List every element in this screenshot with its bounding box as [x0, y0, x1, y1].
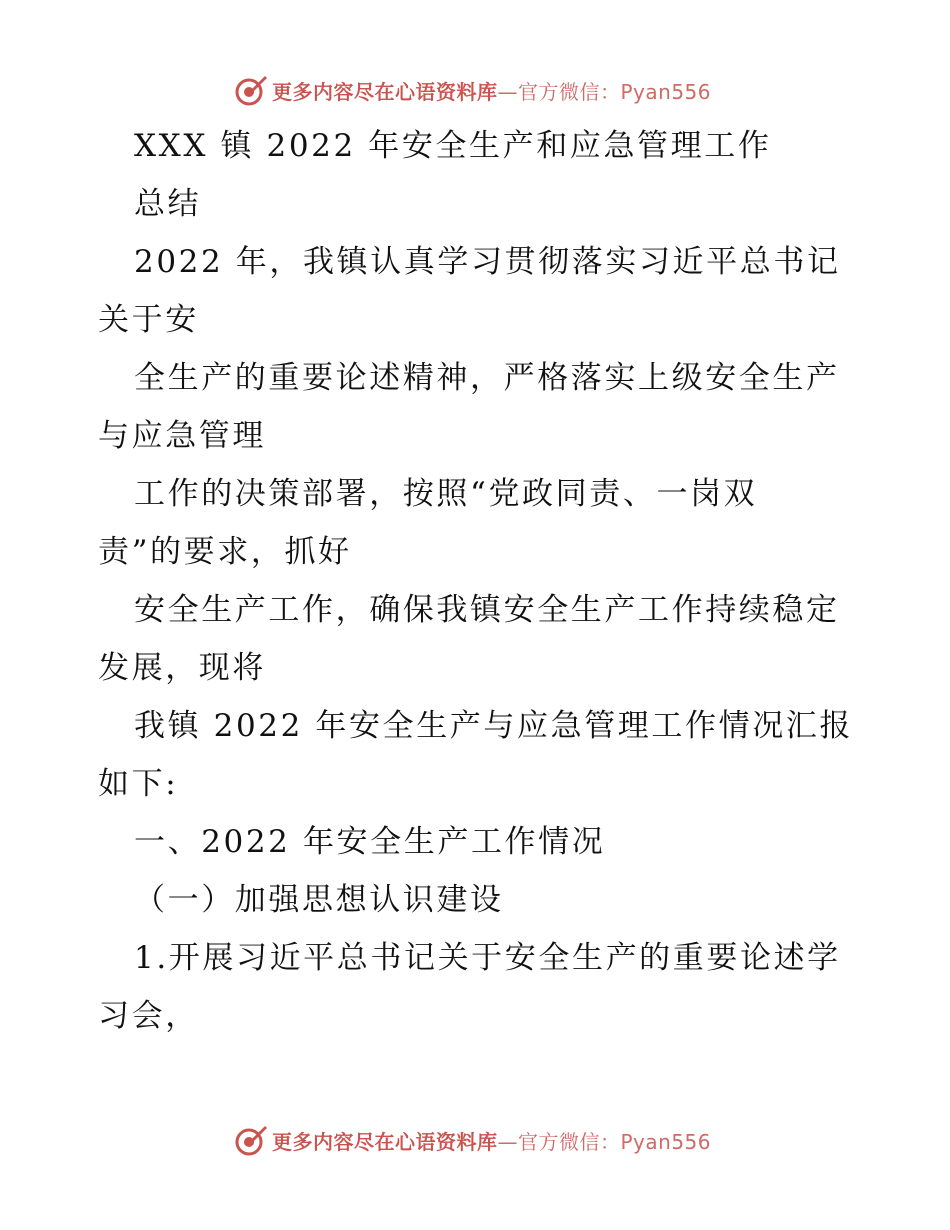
watermark-text — [272, 1126, 711, 1155]
paragraph-line: 与应急管理 — [98, 418, 266, 454]
doc-title-line-1: XXX 镇 2022 年安全生产和应急管理工作 — [134, 128, 772, 164]
paragraph-line: 全生产的重要论述精神，严格落实上级安全生产 — [134, 360, 840, 396]
watermark-sub: —官方微信：Pyan556 — [497, 1129, 712, 1154]
paragraph-line: 工作的决策部署，按照“党政同责、一岗双 — [134, 476, 758, 512]
paragraph-line: 1.开展习近平总书记关于安全生产的重要论述学 — [134, 940, 841, 976]
paragraph-line: 安全生产工作，确保我镇安全生产工作持续稳定 — [134, 592, 840, 628]
watermark-main: 更多内容尽在心语资料库 — [272, 79, 498, 104]
paragraph-line: 关于安 — [98, 302, 199, 338]
paragraph-line: 发展，现将 — [98, 650, 266, 686]
watermark-sub: —官方微信：Pyan556 — [497, 79, 712, 104]
watermark-footer — [234, 1122, 711, 1158]
paragraph-line: 责”的要求，抓好 — [98, 534, 352, 570]
paragraph-line: 2022 年，我镇认真学习贯彻落实习近平总书记 — [134, 244, 841, 280]
quill-logo-icon — [234, 1123, 268, 1157]
paragraph-line: 习会， — [98, 998, 199, 1034]
doc-title-line-2: 总结 — [134, 186, 202, 222]
section-heading: 一、2022 年安全生产工作情况 — [134, 824, 606, 860]
paragraph-line: 如下: — [98, 766, 179, 802]
paragraph-line: 我镇 2022 年安全生产与应急管理工作情况汇报 — [134, 708, 853, 744]
subsection-heading: （一）加强思想认识建设 — [134, 882, 504, 918]
watermark-main: 更多内容尽在心语资料库 — [272, 1129, 498, 1154]
